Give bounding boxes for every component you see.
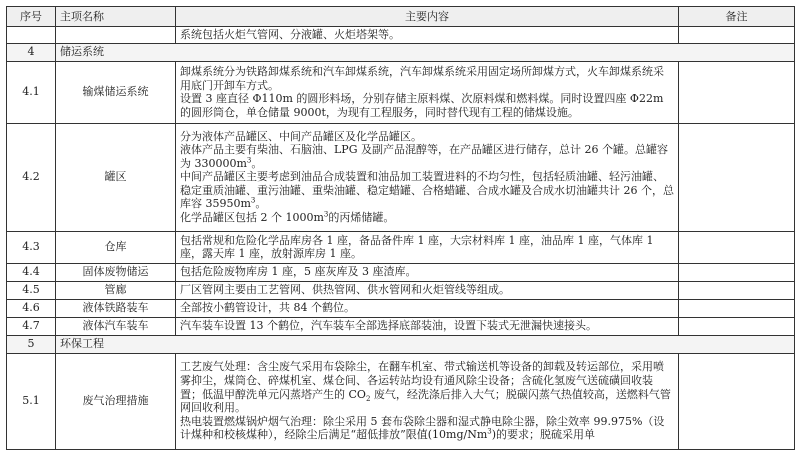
content-paragraph: 热电装置燃煤锅炉烟气治理：除尘采用 5 套布袋除尘器和湿式静电除尘器，除尘效率 99.975%（设计煤种和校核煤种），经除尘后满足“超低排放”限值(10mg/Nm$^3$)的要求；脱硫采用单 xyxy=(180,414,665,442)
header-no: 序号 xyxy=(7,7,56,27)
row-name: 输煤储运系统 xyxy=(56,61,176,123)
table-row xyxy=(7,27,795,44)
row-remark xyxy=(679,281,795,299)
row-no: 4.3 xyxy=(7,231,56,263)
content-paragraph: 中间产品罐区主要考虑到油品合成装置和油品加工装置进料的不均匀性，包括轻质油罐、轻污油罐、稳定重质油罐、重污油罐、重柴油罐、稳定蜡罐、合格蜡罐、合成水罐及合成水切油罐共计 26 个，总库容 $35950m^3$。 xyxy=(180,170,674,211)
row-name: 管廊 xyxy=(56,281,176,299)
row-name: 罐区 xyxy=(56,123,176,231)
table-row xyxy=(7,353,795,449)
row-content xyxy=(176,353,679,449)
table-header-row xyxy=(7,7,795,27)
row-content xyxy=(176,123,679,231)
header-name: 主项名称 xyxy=(56,7,176,27)
row-remark xyxy=(679,231,795,263)
table-row xyxy=(7,299,795,317)
section-no: 4 xyxy=(7,43,56,61)
row-content: 包括常规和危险化学品库房各 1 座，备品备件库 1 座，大宗材料库 1 座，油品库 1 座，气体库 1 座，露天库 1 座，放射源库房 1 座。 xyxy=(176,231,679,263)
table-row xyxy=(7,231,795,263)
row-no: 4.7 xyxy=(7,317,56,335)
row-remark xyxy=(679,353,795,449)
row-remark xyxy=(679,299,795,317)
content-paragraph: 液体产品主要有柴油、石脑油、LPG 及副产品混醇等，在产品罐区进行储存，总计 26 个罐。总罐容为 $330000m^3$。 xyxy=(180,143,668,170)
row-remark xyxy=(679,317,795,335)
table-row xyxy=(7,123,795,231)
row-remark xyxy=(679,263,795,281)
row-content: 汽车装车设置 13 个鹤位，汽车装车全部选择底部装油，设置下装式无泄漏快速接头。 xyxy=(176,317,679,335)
row-remark xyxy=(679,27,795,44)
section-row xyxy=(7,43,795,61)
row-name: 仓库 xyxy=(56,231,176,263)
row-content: 包括危险废物库房 1 座，5 座灰库及 3 座渣库。 xyxy=(176,263,679,281)
table-row xyxy=(7,61,795,123)
table-row xyxy=(7,317,795,335)
section-title: 储运系统 xyxy=(56,43,795,61)
row-content: 系统包括火炬气管网、分液罐、火炬塔架等。 xyxy=(176,27,679,44)
row-no xyxy=(7,27,56,44)
section-row xyxy=(7,335,795,353)
content-paragraph: 工艺废气处理：含尘废气采用布袋除尘，在翻车机室、带式输送机等设备的卸载及转运部位，采用喷雾抑尘，煤筒仓、碎煤机室、煤仓间、各运转站均设有通风除尘设备；含硫化氢废气送硫磺回收装置；低温甲醇洗单元闪蒸塔产生的 $CO_2$ 废气，经洗涤后排入大气；脱碳闪蒸气热值较高，送燃料气管网回收利用。 xyxy=(180,360,671,415)
row-remark xyxy=(679,61,795,123)
row-no: 4.6 xyxy=(7,299,56,317)
row-name: 废气治理措施 xyxy=(56,353,176,449)
row-no: 5.1 xyxy=(7,353,56,449)
header-remark: 备注 xyxy=(679,7,795,27)
section-title: 环保工程 xyxy=(56,335,795,353)
row-no: 4.4 xyxy=(7,263,56,281)
row-no: 4.1 xyxy=(7,61,56,123)
content-paragraph: 设置 3 座直径 Φ110m 的圆形料场，分别存储主原料煤、次原料煤和燃料煤。同时设置四座 Φ22m 的圆形筒仓，单仓储量 9000t，为现有工程服务，同时替代现有工程的储煤设施。 xyxy=(180,92,664,119)
content-paragraph: 分为液体产品罐区、中间产品罐区及化学品罐区。 xyxy=(180,129,422,143)
section-no: 5 xyxy=(7,335,56,353)
row-content xyxy=(176,61,679,123)
row-name xyxy=(56,27,176,44)
row-content: 全部按小鹤管设计，共 84 个鹤位。 xyxy=(176,299,679,317)
row-remark xyxy=(679,123,795,231)
table-row xyxy=(7,281,795,299)
table-row xyxy=(7,263,795,281)
row-name: 液体汽车装车 xyxy=(56,317,176,335)
row-name: 液体铁路装车 xyxy=(56,299,176,317)
row-no: 4.5 xyxy=(7,281,56,299)
row-name: 固体废物储运 xyxy=(56,263,176,281)
header-content: 主要内容 xyxy=(176,7,679,27)
row-content: 厂区管网主要由工艺管网、供热管网、供水管网和火炬管线等组成。 xyxy=(176,281,679,299)
content-paragraph: 化学品罐区包括 2 个 $1000m^3$的丙烯储罐。 xyxy=(180,210,395,225)
project-composition-table xyxy=(6,6,795,450)
content-paragraph: 卸煤系统分为铁路卸煤系统和汽车卸煤系统，汽车卸煤系统采用固定场所卸煤方式，火车卸煤系统采用底门开卸车方式。 xyxy=(180,64,664,92)
row-no: 4.2 xyxy=(7,123,56,231)
document-page xyxy=(6,6,794,450)
